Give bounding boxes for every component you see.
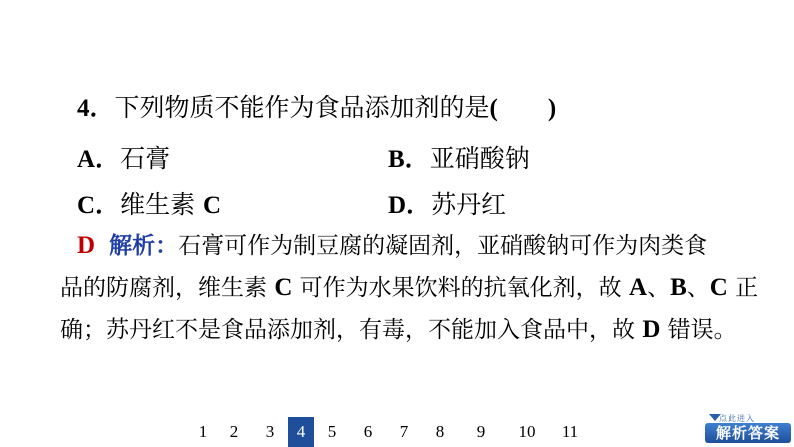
explanation-text-3b: D: [642, 316, 661, 343]
explanation-text-3a: 确；苏丹红不是食品添加剂，有毒，不能加入食品中，故: [60, 317, 643, 343]
option-d-letter: D．: [388, 192, 432, 219]
option-c[interactable]: [77, 185, 221, 221]
option-c-text: 维生素: [120, 190, 196, 219]
option-a-text: 石膏: [120, 144, 171, 173]
explanation-line-3: [60, 309, 740, 351]
explanation-text-2a: 品的防腐剂，维生素: [60, 275, 275, 301]
explanation-text-2h: C: [709, 274, 728, 301]
option-c-suffix: C: [203, 192, 222, 219]
question-stem: [77, 88, 556, 124]
option-a[interactable]: [77, 139, 170, 175]
page-link-5[interactable]: 5: [327, 422, 337, 441]
question-number: 4．: [77, 95, 115, 122]
explanation-block: [60, 225, 759, 351]
option-b-letter: B．: [388, 146, 430, 173]
jiexi-button-label: 解析答案: [705, 423, 791, 443]
page-link-11[interactable]: 11: [561, 422, 579, 441]
explanation-text-2c: 可作为水果饮料的抗氧化剂，故: [292, 275, 629, 301]
explanation-text-1: 石膏可作为制豆腐的凝固剂，亚硝酸钠可作为肉类食: [178, 233, 708, 259]
page-link-8[interactable]: 8: [435, 422, 445, 441]
explanation-label: 解析：: [109, 233, 179, 259]
page-link-6[interactable]: 6: [363, 422, 373, 441]
option-d-text: 苏丹红: [431, 190, 507, 219]
page-link-1[interactable]: 1: [198, 422, 208, 441]
explanation-text-2e: 、: [647, 275, 671, 301]
option-b[interactable]: [388, 139, 530, 175]
jiexi-answer-button[interactable]: [705, 413, 791, 443]
option-b-text: 亚硝酸钠: [429, 144, 530, 173]
jiexi-button-hint: 点此进入: [719, 414, 755, 423]
explanation-text-2d: A: [629, 274, 648, 301]
answer-blank: ( ): [489, 95, 557, 122]
explanation-text-2f: B: [670, 274, 687, 301]
page-link-10[interactable]: 10: [518, 422, 536, 441]
option-a-letter: A．: [77, 146, 121, 173]
explanation-text-3c: 错误。: [660, 317, 737, 343]
page-navigator: [190, 417, 590, 447]
page-link-9[interactable]: 9: [476, 422, 486, 441]
explanation-line-2: [60, 267, 759, 309]
option-c-letter: C．: [77, 192, 121, 219]
page-link-7[interactable]: 7: [399, 422, 409, 441]
option-d[interactable]: [388, 185, 506, 221]
explanation-text-2b: C: [274, 274, 293, 301]
question-text: 下列物质不能作为食品添加剂的是: [114, 93, 490, 122]
explanation-line-1: [77, 225, 757, 267]
page-link-4[interactable]: 4: [288, 417, 314, 447]
answer-letter: D: [77, 232, 96, 259]
explanation-text-2i: 正: [727, 275, 759, 301]
page-link-3[interactable]: 3: [265, 422, 275, 441]
explanation-text-2g: 、: [686, 275, 710, 301]
page-link-2[interactable]: 2: [229, 422, 239, 441]
